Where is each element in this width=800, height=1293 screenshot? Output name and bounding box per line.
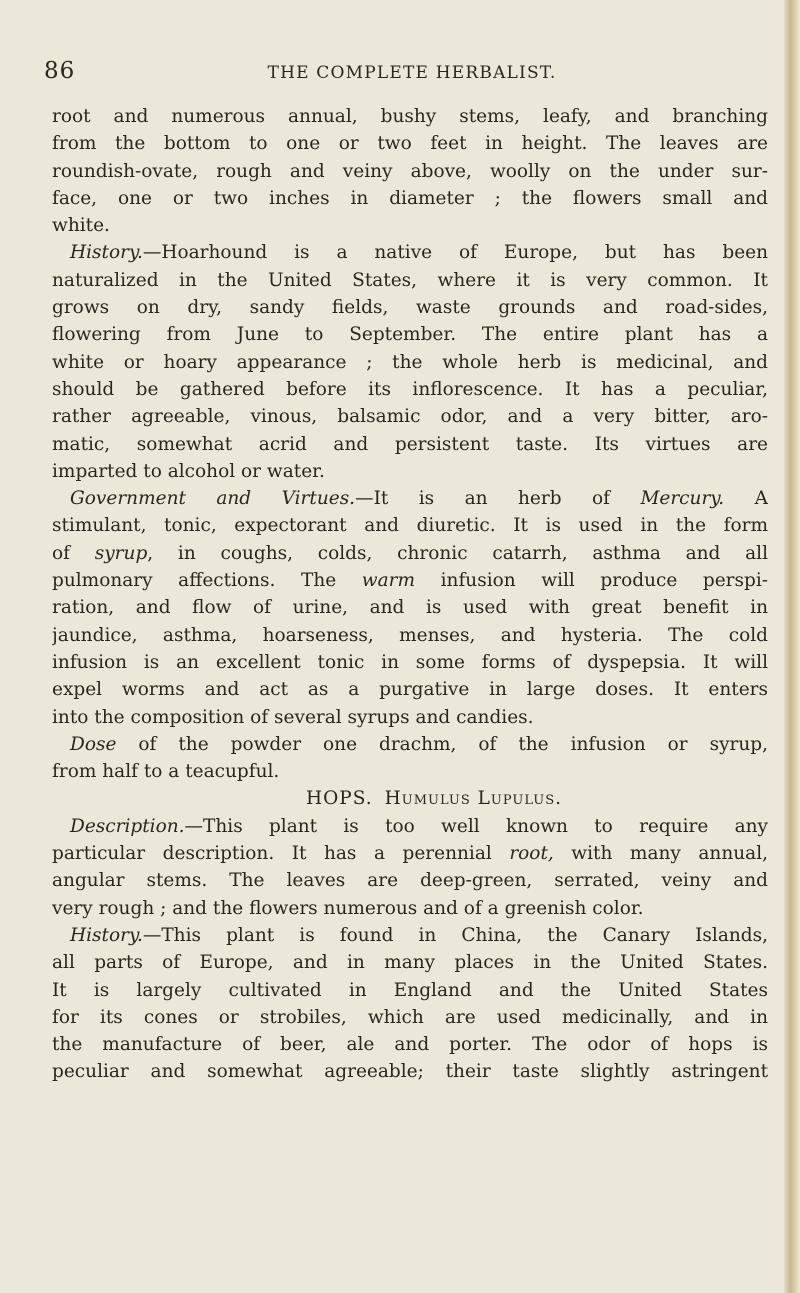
section-heading — [52, 785, 768, 812]
text-line: Dose of the powder one drachm, of the infusion or syrup, — [70, 733, 768, 755]
text-line: matic, somewhat acrid and persistent taste. Its virtues are — [52, 433, 768, 455]
body-text — [52, 103, 768, 1086]
heading-latin-name: Humulus Lupulus. — [384, 788, 563, 810]
section-label-virtues: Government and Virtues. — [70, 488, 356, 510]
text-line: History.—Hoarhound is a native of Europe, but has been — [70, 242, 768, 264]
text-line: History.—This plant is found in China, the Canary Islands, — [70, 924, 768, 946]
page-edge — [784, 0, 800, 1293]
text-line: imparted to alcohol or water. — [52, 460, 325, 482]
text-line: roundish-ovate, rough and veiny above, woolly on the under sur- — [52, 160, 768, 182]
text-line: for its cones or strobiles, which are used medicinally, and in — [52, 1006, 768, 1028]
text-line: infusion is an excellent tonic in some forms of dyspepsia. It will — [52, 651, 768, 673]
text-line: into the composition of several syrups and candies. — [52, 706, 534, 728]
text-line: flowering from June to September. The entire plant has a — [52, 324, 768, 346]
text-line: angular stems. The leaves are deep-green, serrated, veiny and — [52, 870, 768, 892]
heading-hops: HOPS. — [305, 788, 373, 810]
text-line: white or hoary appearance ; the whole herb is medicinal, and — [52, 351, 768, 373]
text-line: ration, and flow of urine, and is used with great benefit in — [52, 597, 768, 619]
text-line: naturalized in the United States, where it is very common. It — [52, 269, 768, 291]
text-line: root and numerous annual, bushy stems, leafy, and branching — [52, 106, 768, 127]
text-line: very rough ; and the flowers numerous and of a greenish color. — [52, 897, 644, 919]
text-line: It is largely cultivated in England and the United States — [52, 979, 768, 1001]
text-line: the manufacture of beer, ale and porter. The odor of hops is — [52, 1034, 768, 1056]
running-title: THE COMPLETE HERBALIST. — [267, 63, 557, 83]
text-line: rather agreeable, vinous, balsamic odor, and a very bitter, aro- — [52, 406, 768, 428]
section-label-description: Description. — [70, 815, 185, 837]
page-header — [44, 58, 744, 94]
text-line: particular description. It has a perennial root, with many annual, — [52, 843, 768, 865]
text-line: from the bottom to one or two feet in height. The leaves are — [52, 133, 768, 155]
page-number: 86 — [44, 58, 76, 84]
section-label-history: History. — [70, 924, 143, 946]
text-line: face, one or two inches in diameter ; the flowers small and — [52, 187, 768, 209]
text-line: stimulant, tonic, expectorant and diuretic. It is used in the form — [52, 515, 768, 537]
text-line: Government and Virtues.—It is an herb of Mercury. A — [70, 488, 768, 510]
text-line: grows on dry, sandy fields, waste grounds and road-sides, — [52, 297, 768, 319]
text-line: white. — [52, 215, 110, 237]
text-line: jaundice, asthma, hoarseness, menses, and hysteria. The cold — [52, 624, 768, 646]
text-line: Description.—This plant is too well known to require any — [70, 815, 768, 837]
text-line: peculiar and somewhat agreeable; their taste slightly astringent — [52, 1061, 768, 1083]
text-line: of syrup, in coughs, colds, chronic catarrh, asthma and all — [52, 542, 768, 564]
section-label-dose: Dose — [70, 733, 117, 755]
text-line: expel worms and act as a purgative in large doses. It enters — [52, 679, 768, 701]
text-line: all parts of Europe, and in many places in the United States. — [52, 952, 768, 974]
text-line: from half to a teacupful. — [52, 761, 280, 783]
text-line: should be gathered before its inflorescence. It has a peculiar, — [52, 378, 768, 400]
text-line: pulmonary affections. The warm infusion will produce perspi- — [52, 570, 768, 592]
section-label-history: History. — [70, 242, 143, 264]
